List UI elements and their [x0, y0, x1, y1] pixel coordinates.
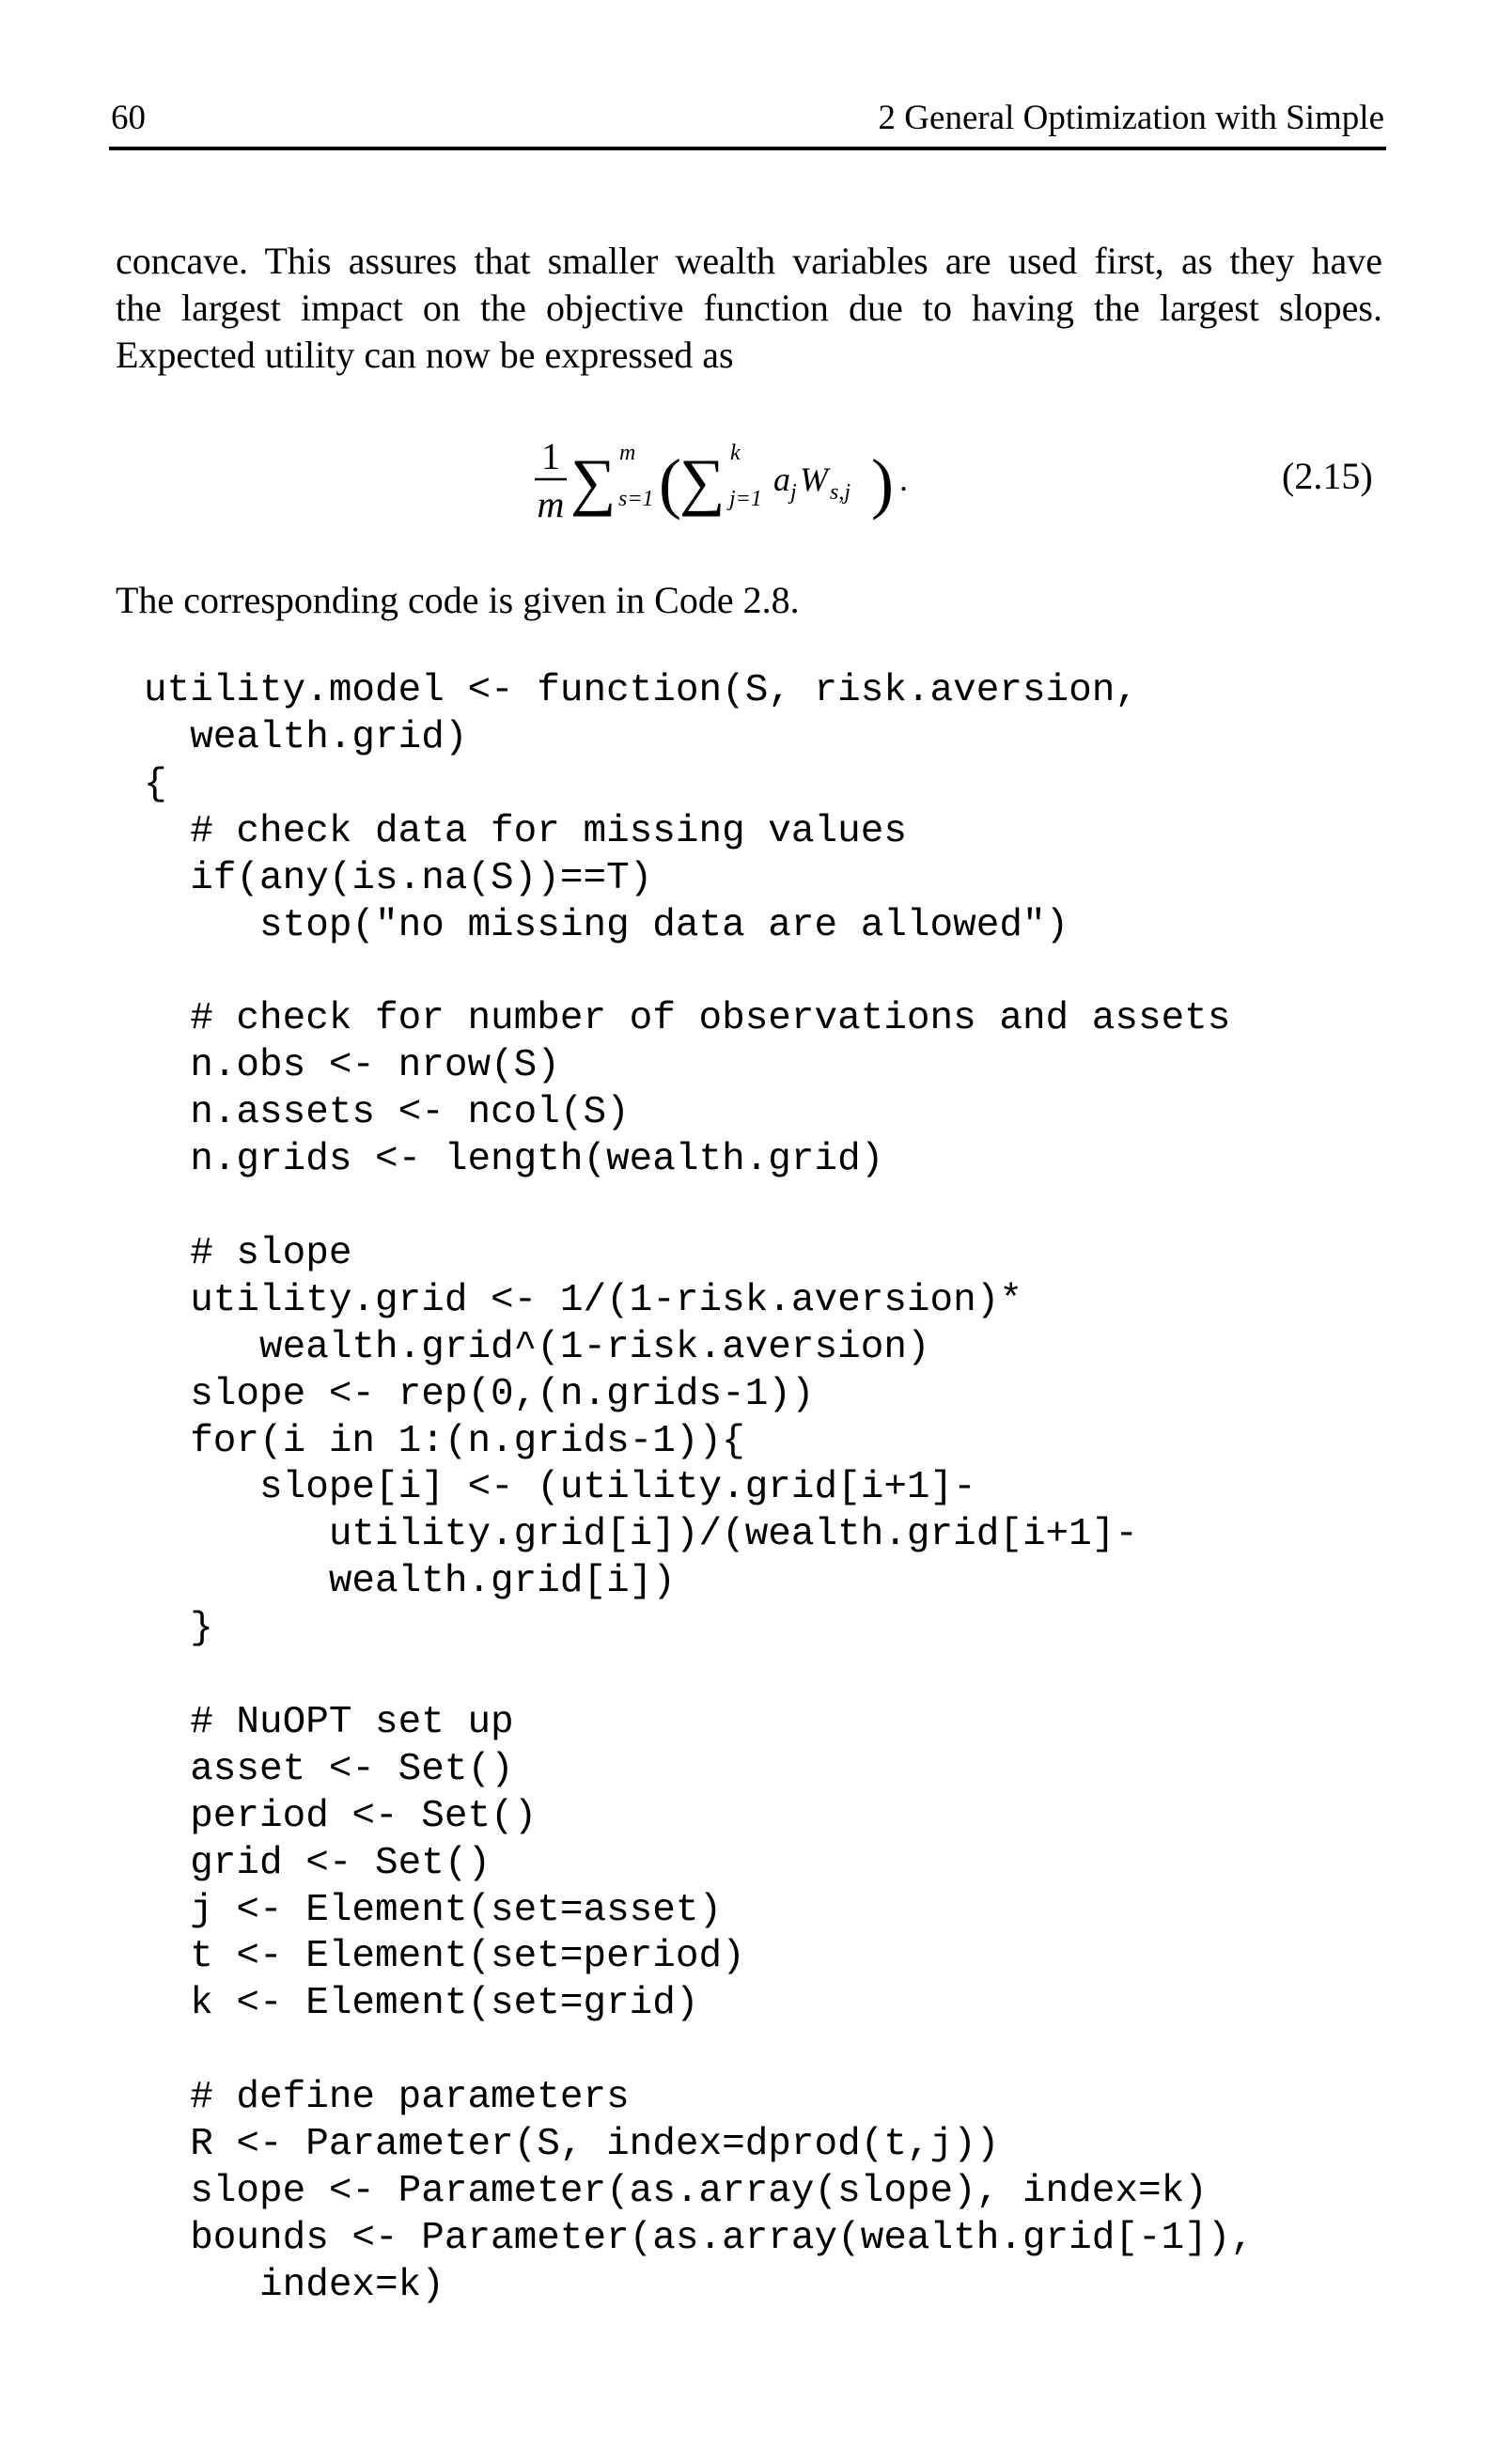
term-w-subscript: s,j	[830, 480, 851, 505]
code-line: index=k)	[144, 2263, 445, 2307]
code-line: slope <- rep(0,(n.grids-1))	[144, 1372, 815, 1416]
equation-denominator: m	[537, 483, 565, 525]
inner-summation-sign: ∑	[679, 445, 726, 517]
paragraph-code-reference: The corresponding code is given in Code 2.8.	[116, 579, 800, 621]
left-parenthesis: (	[659, 445, 681, 521]
code-line: j <- Element(set=asset)	[144, 1888, 723, 1932]
code-line: bounds <- Parameter(as.array(wealth.grid[-1]),	[144, 2216, 1254, 2260]
code-line: n.grids <- length(wealth.grid)	[144, 1138, 884, 1182]
code-line: wealth.grid[i])	[144, 1560, 676, 1604]
code-line: asset <- Set()	[144, 1747, 514, 1791]
code-line: stop("no missing data are allowed")	[144, 903, 1069, 947]
equation-period: .	[899, 460, 908, 498]
outer-sum-lower: s=1	[618, 487, 654, 511]
term-a-subscript: j	[790, 480, 797, 505]
code-line: {	[144, 762, 167, 806]
code-line: utility.model <- function(S, risk.aversion,	[144, 669, 1138, 712]
right-parenthesis: )	[871, 445, 894, 521]
code-line: # check for number of observations and assets	[144, 997, 1231, 1041]
code-line: # slope	[144, 1231, 352, 1275]
code-line: wealth.grid^(1-risk.aversion)	[144, 1325, 930, 1369]
code-line: # define parameters	[144, 2076, 630, 2120]
code-line: wealth.grid)	[144, 715, 468, 759]
paragraph-intro-line-2: the largest impact on the objective function due to having the largest slopes.	[116, 287, 1382, 329]
equation-number: (2.15)	[1282, 455, 1373, 497]
paragraph-intro-line-3: Expected utility can now be expressed as	[116, 334, 734, 376]
code-line: slope <- Parameter(as.array(slope), index=k)	[144, 2170, 1208, 2213]
code-line: # check data for missing values	[144, 809, 907, 853]
running-title: 2 General Optimization with Simple	[878, 99, 1384, 137]
header-rule	[109, 147, 1386, 150]
equation-2-15	[531, 428, 982, 540]
code-line: k <- Element(set=grid)	[144, 1982, 699, 2026]
code-line: slope[i] <- (utility.grid[i+1]-	[144, 1466, 976, 1510]
code-line: period <- Set()	[144, 1794, 538, 1838]
paragraph-intro-line-1: concave. This assures that smaller wealth variables are used first, as they have	[116, 240, 1382, 282]
paragraph-intro	[116, 238, 1382, 379]
outer-sum-upper: m	[619, 441, 636, 465]
outer-summation-sign: ∑	[570, 445, 616, 517]
code-line: if(any(is.na(S))==T)	[144, 856, 653, 900]
code-line: # NuOPT set up	[144, 1700, 514, 1744]
page-header	[111, 98, 1384, 143]
code-line: n.assets <- ncol(S)	[144, 1091, 630, 1135]
code-block	[144, 668, 1254, 2310]
code-line: R <- Parameter(S, index=dprod(t,j))	[144, 2123, 1000, 2167]
term-a: a	[773, 460, 790, 498]
code-line: grid <- Set()	[144, 1841, 492, 1885]
code-line: n.obs <- nrow(S)	[144, 1044, 560, 1088]
term-w: W	[800, 460, 828, 498]
inner-sum-upper: k	[730, 441, 741, 465]
equation-numerator: 1	[541, 435, 560, 477]
code-line: t <- Element(set=period)	[144, 1935, 745, 1979]
code-line: for(i in 1:(n.grids-1)){	[144, 1419, 745, 1463]
page-number: 60	[111, 99, 146, 137]
inner-sum-lower: j=1	[729, 487, 762, 511]
code-line: utility.grid[i])/(wealth.grid[i+1]-	[144, 1513, 1138, 1557]
code-line: utility.grid <- 1/(1-risk.aversion)*	[144, 1278, 1022, 1322]
code-line: }	[144, 1607, 213, 1651]
